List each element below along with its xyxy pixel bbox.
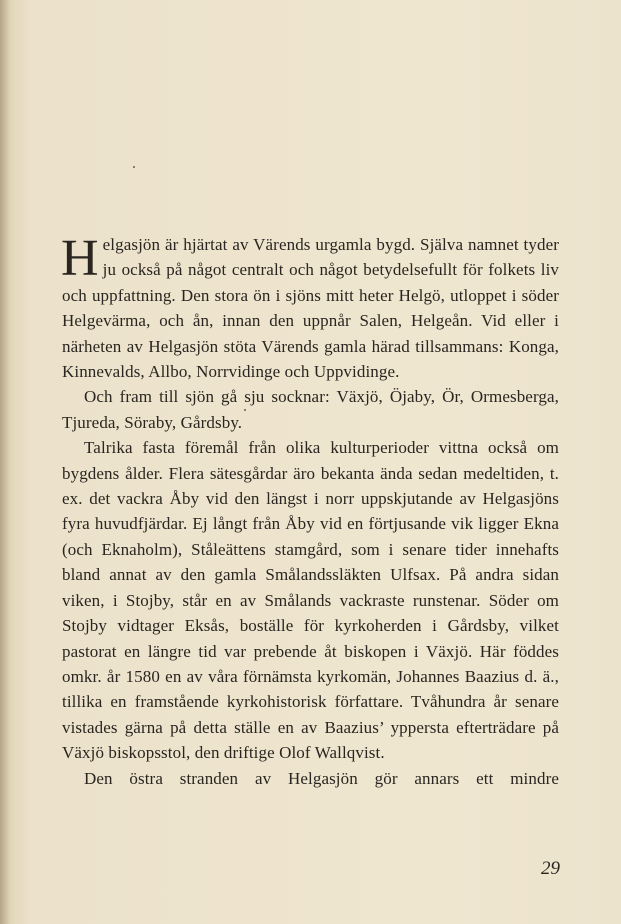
paragraph-2: Och fram till sjön gå sju socknar: Växjö, Öjaby, Ör, Ormesberga, Tjureda, Söraby, Gårdsby. [62, 387, 559, 432]
drop-cap: H [61, 230, 99, 287]
paragraph-3: Talrika fasta föremål från olika kulturperioder vittna också om bygdens ålder. Flera sätesgårdar äro bekanta ända sedan medeltiden, t. ex. det vackra Åby vid den längst i norr uppskjutande av Helgasjöns fyra huvudfjärdar. Ej långt från Åby vid en förtjusande vik ligger Ekna (och Eknaholm), Ståleättens stamgård, som i senare tider innehafts bland annat av den gamla Smålandssläkten Ulfsax. På andra sidan viken, i Stojby, står en av Smålands vackraste runstenar. Söder om Stojby vidtager Eksås, boställe för kyrkoherden i Gårdsby, vilket pastorat en längre tid var prebende åt biskopen i Växjö. Här föddes omkr. år 1580 en av våra förnämsta kyrkomän, Johannes Baazius d. ä., tillika en framstående kyrkohistorisk författare. Tvåhundra år senare vistades gärna på detta ställe en av Baazius’ yppersta efterträdare på Växjö biskopsstol, den driftige Olof Wallqvist. [62, 438, 559, 763]
paper-speck [133, 166, 135, 168]
gutter-shadow [0, 0, 10, 924]
paragraph-1-text: elgasjön är hjärtat av Värends urgamla bygd. Själva namnet tyder ju också på något centralt och något betydelsefullt för folkets liv och uppfattning. Den stora ön i sjöns mitt heter Helgö, utloppet i söder Helgevärma, och ån, innan den uppnår Salen, Helgeån. Vid eller i närheten av Helgasjön stöta Värends gamla härad tillsammans: Konga, Kinnevalds, Allbo, Norrvidinge och Uppvidinge. [62, 235, 559, 382]
paragraph-1 [62, 232, 559, 384]
page-number: 29 [541, 858, 560, 879]
body-text [62, 232, 559, 791]
paragraph-4: Den östra stranden av Helgasjön gör annars ett mindre [84, 768, 559, 788]
